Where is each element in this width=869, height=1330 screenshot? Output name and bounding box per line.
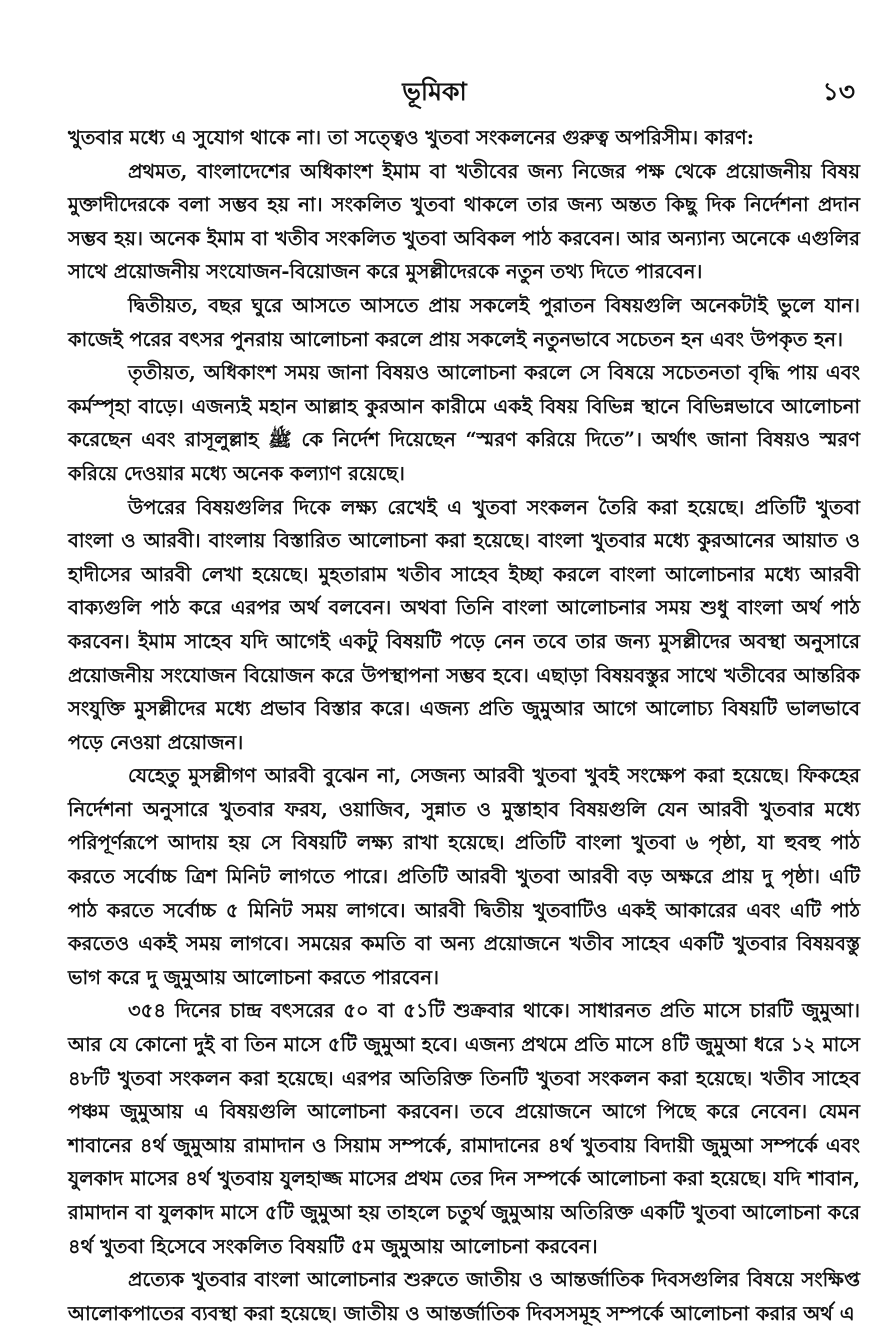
paragraph: প্রত্যেক খুতবার বাংলা আলোচনার শুরুতে জাতীয় ও আন্তর্জাতিক দিবসগুলির বিষয়ে সংক্ষিপ্ত আলোকপাতের ব্যবস্থা করা হয়েছে। জাতীয় ও আন্তর্জাতিক দিবসসমূহ সম্পর্কে আলোচনা করার অর্থ এ [68,1268,860,1325]
paragraph: ৩৫৪ দিনের চান্দ্র বৎসরের ৫০ বা ৫১টি শুক্রবার থাকে। সাধারনত প্রতি মাসে চারটি জুমুআ। আর যে কোনো দুই বা তিন মাসে ৫টি জুমুআ হবে। এজন্য প্রথমে প্রতি মাসে ৪টি জুমুআ ধরে ১২ মাসে ৪৮টি খুতবা সংকলন করা হয়েছে। এরপর অতিরিক্ত তিনটি খুতবা সংকলন করা হয়েছে। খতীব সাহেব পঞ্চম জুমুআয় এ বিষয়গুলি আলোচনা করবেন। তবে প্রয়োজনে আগে পিছে করে নেবেন। যেমন শাবানের ৪র্থ জুমুআয় রামাদান ও সিয়াম সম্পর্কে, রামাদানের ৪র্থ খুতবায় বিদায়ী জুমুআ সম্পর্কে এবং যুলকাদ মাসের ৪র্থ খুতবায় যুলহাজ্জ মাসের প্রথম তের দিন সম্পর্কে আলোচনা করা হয়েছে। যদি শাবান, রামাদান বা যুলকাদ মাসে ৫টি জুমুআ হয় তাহলে চতুর্থ জুমুআয় অতিরিক্ত একটি খুতবা আলোচনা করে ৪র্থ খুতবা হিসেবে সংকলিত বিষয়টি ৫ম জুমুআয় আলোচনা করবেন। [68,999,860,1258]
paragraph: যেহেতু মুসল্লীগণ আরবী বুঝেন না, সেজন্য আরবী খুতবা খুবই সংক্ষেপ করা হয়েছে। ফিকহের নির্দেশনা অনুসারে খুতবার ফরয, ওয়াজিব, সুন্নাত ও মুস্তাহাব বিষয়গুলি যেন আরবী খুতবার মধ্যে পরিপূর্ণরূপে আদায় হয় সে বিষয়টি লক্ষ্য রাখা হয়েছে। প্রতিটি বাংলা খুতবা ৬ পৃষ্ঠা, যা হুবহু পাঠ করতে সর্বোচ্চ ত্রিশ মিনিট লাগতে পারে। প্রতিটি আরবী খুতবা আরবী বড় অক্ষরে প্রায় দু পৃষ্ঠা। এটি পাঠ করতে সর্বোচ্চ ৫ মিনিট সময় লাগবে। আরবী দ্বিতীয় খুতবাটিও একই আকারের এবং এটি পাঠ করতেও একই সময় লাগবে। সময়ের কমতি বা অন্য প্রয়োজনে খতীব সাহেব একটি খুতবার বিষয়বস্তু ভাগ করে দু জুমুআয় আলোচনা করতে পারবেন। [68,764,860,989]
page-header [0,72,869,112]
paragraph: দ্বিতীয়ত, বছর ঘুরে আসতে আসতে প্রায় সকলেই পুরাতন বিষয়গুলি অনেকটাই ভুলে যান। কাজেই পরের বৎসর পুনরায় আলোচনা করলে প্রায় সকলেই নতুনভাবে সচেতন হন এবং উপকৃত হন। [68,293,860,351]
page-number: ১৩ [822,77,855,106]
paragraph: উপরের বিষয়গুলির দিকে লক্ষ্য রেখেই এ খুতবা সংকলন তৈরি করা হয়েছে। প্রতিটি খুতবা বাংলা ও আরবী। বাংলায় বিস্তারিত আলোচনা করা হয়েছে। বাংলা খুতবার মধ্যে কুরআনের আয়াত ও হাদীসের আরবী লেখা হয়েছে। মুহতারাম খতীব সাহেব ইচ্ছা করলে বাংলা আলোচনার মধ্যে আরবী বাক্যগুলি পাঠ করে এরপর অর্থ বলবেন। অথবা তিনি বাংলা আলোচনার সময় শুধু বাংলা অর্থ পাঠ করবেন। ইমাম সাহেব যদি আগেই একটু বিষয়টি পড়ে নেন তবে তার জন্য মুসল্লীদের অবস্থা অনুসারে প্রয়োজনীয় সংযোজন বিয়োজন করে উপস্থাপনা সম্ভব হবে। এছাড়া বিষয়বস্তুর সাথে খতীবের আন্তরিক সংযুক্তি মুসল্লীদের মধ্যে প্রভাব বিস্তার করে। এজন্য প্রতি জুমুআর আগে আলোচ্য বিষয়টি ভালভাবে পড়ে নেওয়া প্রয়োজন। [68,495,860,754]
body-text [68,121,860,1330]
paragraph: খুতবার মধ্যে এ সুযোগ থাকে না। তা সত্ত্বেও খুতবা সংকলনের গুরুত্ব অপরিসীম। কারণ: [68,126,754,149]
paragraph: তৃতীয়ত, অধিকাংশ সময় জানা বিষয়ও আলোচনা করলে সে বিষয়ে সচেতনতা বৃদ্ধি পায় এবং কর্মস্পৃহা বাড়ে। এজন্যই মহান আল্লাহ কুরআন কারীমে একই বিষয় বিভিন্ন স্থানে বিভিন্নভাবে আলোচনা করেছেন এবং রাসূলুল্লাহ ﷺ কে নির্দেশ দিয়েছেন “স্মরণ করিয়ে দিতে”। অর্থাৎ জানা বিষয়ও স্মরণ করিয়ে দেওয়ার মধ্যে অনেক কল্যাণ রয়েছে। [68,361,860,485]
paragraph: প্রথমত, বাংলাদেশের অধিকাংশ ইমাম বা খতীবের জন্য নিজের পক্ষ থেকে প্রয়োজনীয় বিষয় মুক্তাদীদেরকে বলা সম্ভব হয় না। সংকলিত খুতবা থাকলে তার জন্য অন্তত কিছু দিক নির্দেশনা প্রদান সম্ভব হয়। অনেক ইমাম বা খতীব সংকলিত খুতবা অবিকল পাঠ করবেন। আর অন্যান্য অনেকে এগুলির সাথে প্রয়োজনীয় সংযোজন-বিয়োজন করে মুসল্লীদেরকে নতুন তথ্য দিতে পারবেন। [68,159,860,284]
running-title: ভূমিকা [402,77,467,106]
